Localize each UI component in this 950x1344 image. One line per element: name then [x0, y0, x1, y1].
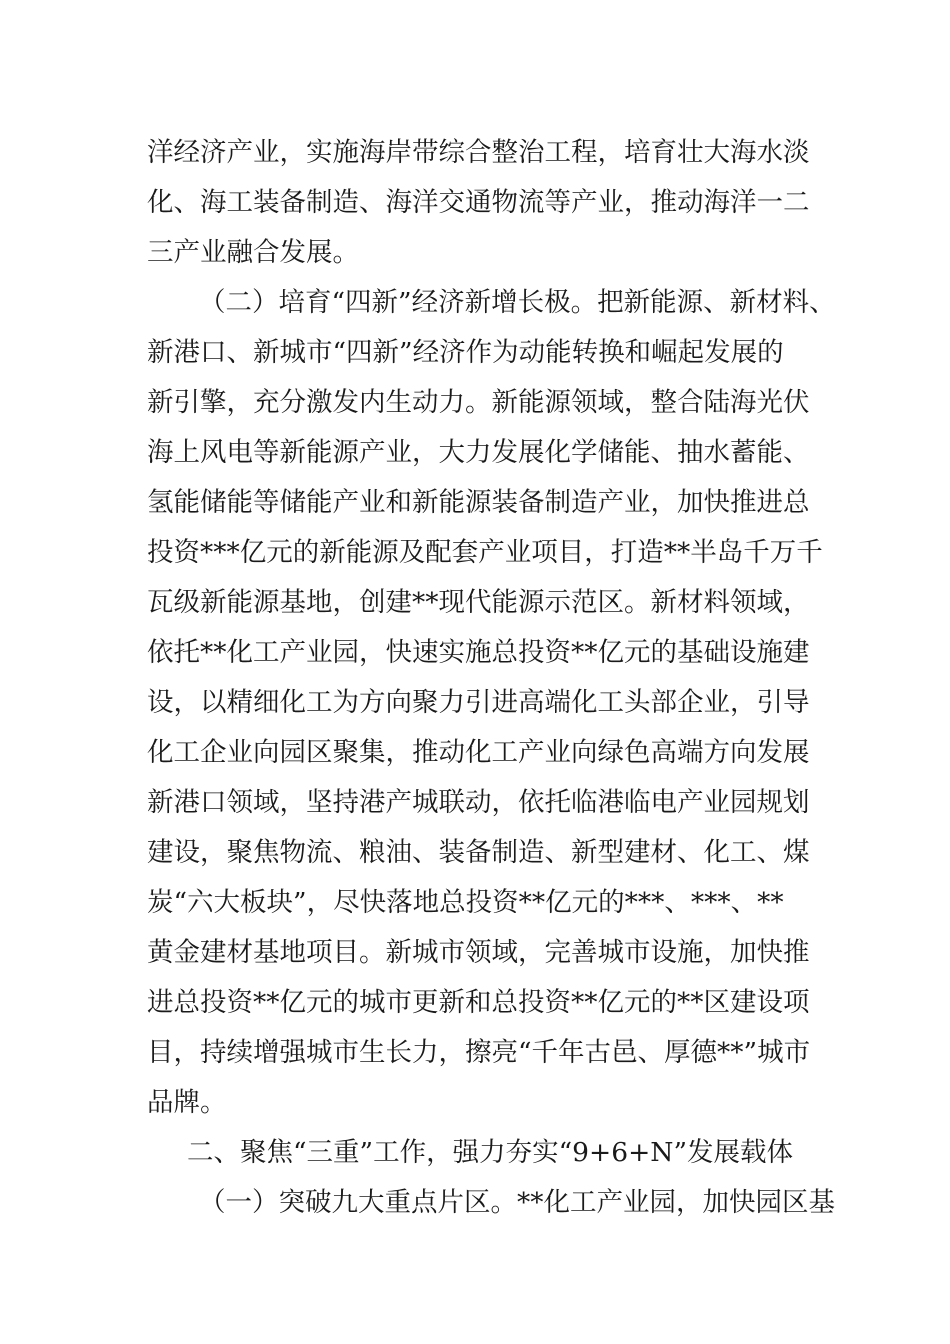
text-line: 新港口领域，坚持港产城联动，依托临港临电产业园规划 [147, 787, 810, 818]
section-heading-line: （一）突破九大重点片区。**化工产业园，加快园区基 [199, 1187, 835, 1218]
document-body [147, 128, 887, 1228]
chapter-heading-line: 二、聚焦“三重”工作，强力夯实“9+6+N”发展载体 [187, 1137, 794, 1168]
text-line: 品牌。 [147, 1087, 227, 1118]
text-line: 海上风电等新能源产业，大力发展化学储能、抽水蓄能、 [147, 437, 810, 468]
text-line: 化、海工装备制造、海洋交通物流等产业，推动海洋一二 [147, 187, 810, 218]
text-line: 目，持续增强城市生长力，擦亮“千年古邑、厚德**”城市 [147, 1037, 811, 1068]
text-line: 依托**化工产业园，快速实施总投资**亿元的基础设施建 [147, 637, 810, 668]
text-line: 新港口、新城市“四新”经济作为动能转换和崛起发展的 [147, 337, 784, 368]
text-line: 设，以精细化工为方向聚力引进高端化工头部企业，引导 [147, 687, 810, 718]
text-line: 三产业融合发展。 [147, 237, 359, 268]
text-line: 新引擎，充分激发内生动力。新能源领域，整合陆海光伏 [147, 387, 810, 418]
section-heading-line: （二）培育“四新”经济新增长极。把新能源、新材料、 [199, 287, 836, 318]
text-line: 投资***亿元的新能源及配套产业项目，打造**半岛千万千 [147, 537, 823, 568]
text-line: 黄金建材基地项目。新城市领域，完善城市设施，加快推 [147, 937, 810, 968]
text-line: 瓦级新能源基地，创建**现代能源示范区。新材料领域， [147, 587, 810, 618]
text-line: 进总投资**亿元的城市更新和总投资**亿元的**区建设项 [147, 987, 810, 1018]
text-line: 化工企业向园区聚集，推动化工产业向绿色高端方向发展 [147, 737, 810, 768]
text-line: 建设，聚焦物流、粮油、装备制造、新型建材、化工、煤 [147, 837, 810, 868]
text-line: 洋经济产业，实施海岸带综合整治工程，培育壮大海水淡 [147, 137, 810, 168]
text-line: 氢能储能等储能产业和新能源装备制造产业，加快推进总 [147, 487, 810, 518]
text-line: 炭“六大板块”，尽快落地总投资**亿元的***、***、** [147, 887, 784, 918]
